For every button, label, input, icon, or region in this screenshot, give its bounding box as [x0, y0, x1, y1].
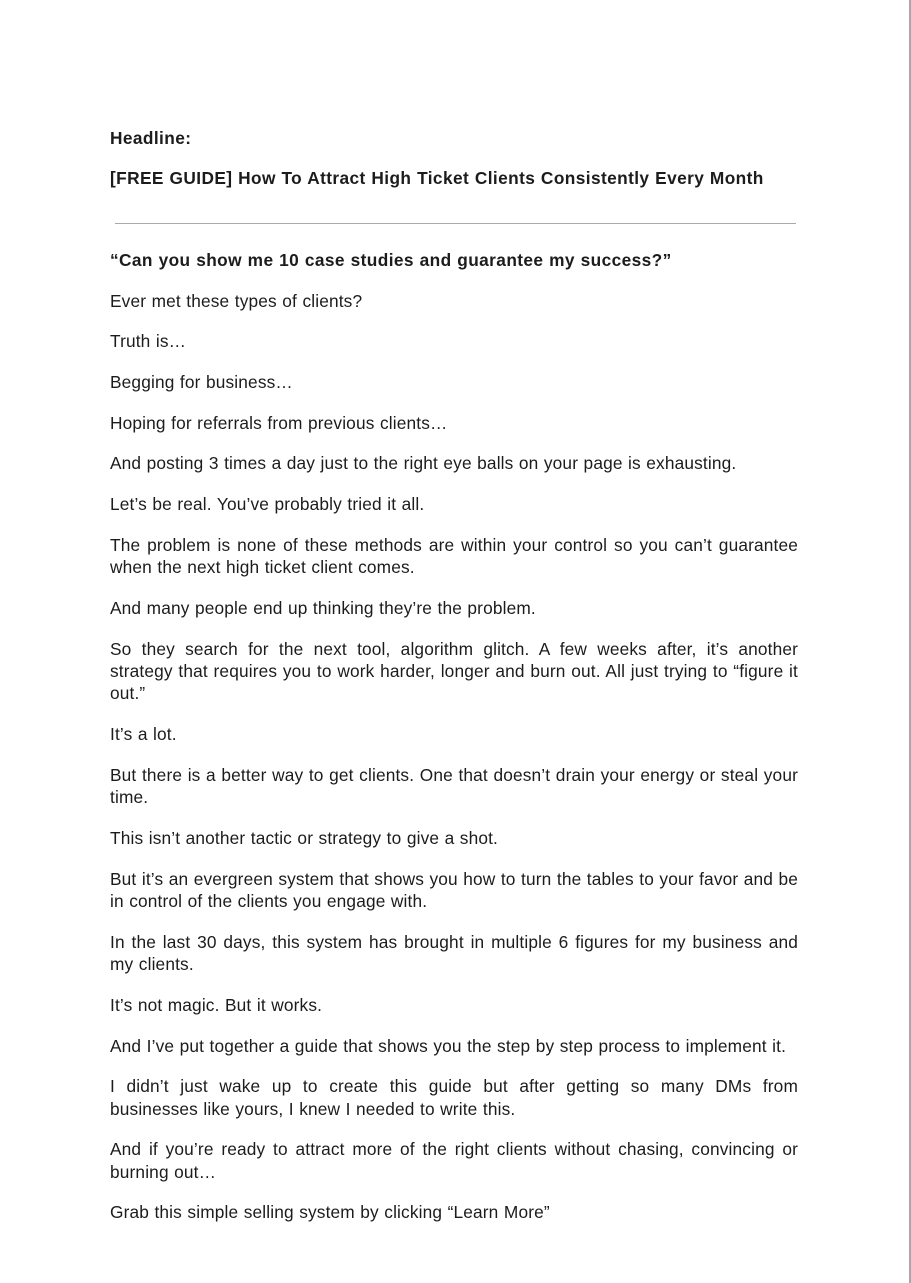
paragraph: In the last 30 days, this system has brought in multiple 6 figures for my business and my clients. [110, 931, 798, 975]
paragraph: But it’s an evergreen system that shows you how to turn the tables to your favor and be in control of the clients you engage with. [110, 868, 798, 911]
document-body [110, 127, 798, 1242]
paragraph: The problem is none of these methods are within your control so you can’t guarantee when the next high ticket client comes. [110, 534, 798, 578]
paragraph: Truth is… [110, 331, 187, 352]
paragraph: Ever met these types of clients? [110, 290, 363, 311]
paragraph: Let’s be real. You’ve probably tried it all. [110, 494, 425, 515]
paragraph: It’s not magic. But it works. [110, 994, 323, 1015]
paragraph: And if you’re ready to attract more of the right clients without chasing, convincing or burning out… [110, 1139, 798, 1182]
headline-label: Headline: [110, 128, 192, 148]
paragraph: Hoping for referrals from previous clients… [110, 412, 448, 433]
paragraph: Begging for business… [110, 371, 293, 392]
paragraph: So they search for the next tool, algorithm glitch. A few weeks after, it’s another strategy that requires you to work harder, longer and burn out. All just trying to “figure it out.” [110, 638, 798, 704]
paragraph: It’s a lot. [110, 724, 177, 745]
paragraph: I didn’t just wake up to create this guide but after getting so many DMs from businesses like yours, I knew I needed to write this. [110, 1076, 798, 1119]
headline-title: [FREE GUIDE] How To Attract High Ticket Clients Consistently Every Month [110, 168, 764, 189]
opening-quote: “Can you show me 10 case studies and guarantee my success?” [110, 249, 672, 270]
paragraph: This isn’t another tactic or strategy to give a shot. [110, 827, 499, 848]
paragraph: And I’ve put together a guide that shows you the step by step process to implement it. [110, 1035, 787, 1056]
horizontal-divider [115, 223, 796, 224]
paragraph: And many people end up thinking they’re the problem. [110, 597, 536, 618]
paragraph: And posting 3 times a day just to the right eye balls on your page is exhausting. [110, 453, 737, 474]
paragraph: But there is a better way to get clients. One that doesn’t drain your energy or steal your time. [110, 764, 798, 808]
call-to-action-paragraph: Grab this simple selling system by clicking “Learn More” [110, 1202, 550, 1223]
